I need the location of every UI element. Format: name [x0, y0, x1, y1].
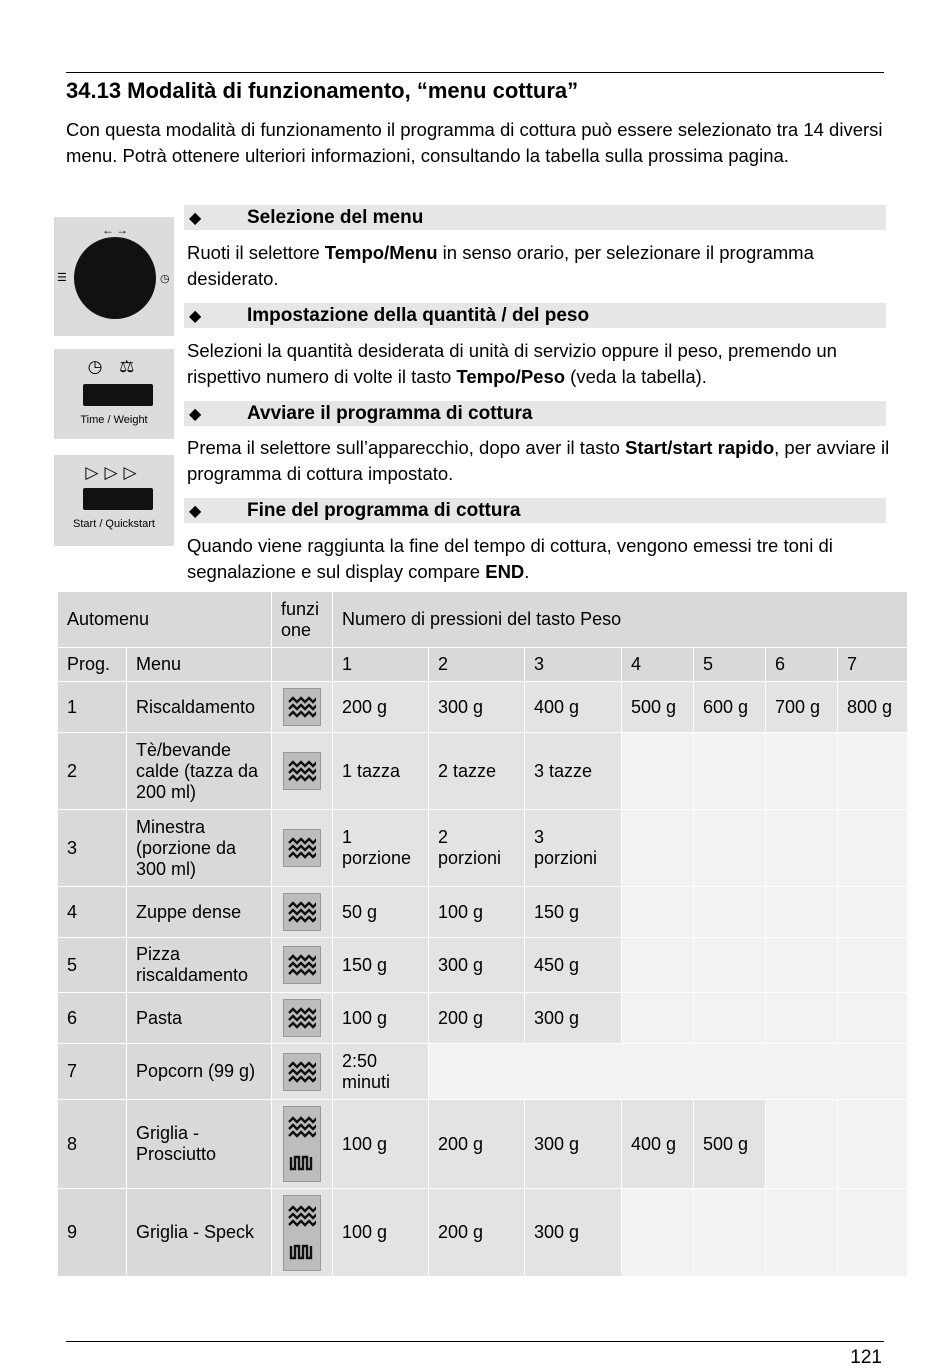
play-fast-forward-icons: ▷▷▷ [85, 463, 143, 482]
value-cell: 3 porzioni [525, 810, 622, 887]
microwave-icon [283, 752, 321, 790]
header-press-2: 2 [429, 648, 525, 682]
function-cell [272, 733, 333, 810]
top-rule [66, 72, 884, 73]
menu-name: Pasta [127, 993, 272, 1044]
value-cell: 200 g [429, 993, 525, 1044]
time-menu-knob [74, 237, 156, 319]
empty-cell [838, 1189, 908, 1277]
header-pressioni: Numero di pressioni del tasto Peso [333, 592, 908, 648]
table-row [58, 993, 908, 1044]
menu-name: Griglia - Speck [127, 1189, 272, 1277]
menu-knob-panel [54, 217, 174, 336]
value-cell: 150 g [333, 938, 429, 993]
value-cell: 2 tazze [429, 733, 525, 810]
subheading-end: ◆ Fine del programma di cottura [184, 498, 886, 523]
empty-cell [766, 1100, 838, 1189]
value-cell: 2 porzioni [429, 810, 525, 887]
table-header-row [58, 592, 908, 648]
value-cell: 100 g [333, 993, 429, 1044]
function-cell [272, 887, 333, 938]
header-press-1: 1 [333, 648, 429, 682]
table-row [58, 938, 908, 993]
empty-cell [694, 733, 766, 810]
value-cell: 500 g [622, 682, 694, 733]
table-subheader-row [58, 648, 908, 682]
clock-icon: ◷ [160, 273, 170, 285]
diamond-bullet-icon: ◆ [189, 210, 202, 227]
paragraph-menu-selection: Ruoti il selettore Tempo/Menu in senso orario, per selezionare il programma desiderato. [187, 242, 814, 289]
empty-cell [838, 993, 908, 1044]
microwave-grill-icon [283, 1106, 321, 1182]
paragraph-quantity: Selezioni la quantità desiderata di unità di servizio oppure il peso, premendo un rispettivo numero di volte il tasto Tempo/Peso (veda la tabella). [187, 340, 837, 387]
empty-cell [622, 887, 694, 938]
menu-name: Riscaldamento [127, 682, 272, 733]
bottom-rule [66, 1341, 884, 1342]
empty-cell [622, 733, 694, 810]
function-cell [272, 682, 333, 733]
value-cell: 300 g [429, 938, 525, 993]
start-panel [54, 455, 174, 546]
intro-paragraph: Con questa modalità di funzionamento il programma di cottura può essere selezionato tra 14 diversi menu. Potrà ottenere ulteriori informazioni, consultando la tabella sulla prossima pagina. [66, 119, 883, 166]
empty-cell [622, 993, 694, 1044]
prog-number: 9 [58, 1189, 127, 1277]
value-cell: 2:50 minuti [333, 1044, 429, 1100]
empty-cell [838, 733, 908, 810]
header-press-7: 7 [838, 648, 908, 682]
table-row [58, 1044, 908, 1100]
empty-cell [766, 733, 838, 810]
function-cell [272, 810, 333, 887]
value-cell: 300 g [525, 993, 622, 1044]
subheading-quantity: ◆ Impostazione della quantità / del peso [184, 303, 886, 328]
microwave-icon [283, 1053, 321, 1091]
empty-cell [766, 887, 838, 938]
value-cell: 300 g [525, 1100, 622, 1189]
empty-cell [622, 810, 694, 887]
paragraph-start: Prema il selettore sull’apparecchio, dopo aver il tasto Start/start rapido, per avviare il programma di cottura impostato. [187, 437, 890, 484]
prog-number: 8 [58, 1100, 127, 1189]
start-quickstart-button [83, 488, 153, 510]
function-cell [272, 1100, 333, 1189]
menu-name: Popcorn (99 g) [127, 1044, 272, 1100]
header-funzione: funzi one [272, 592, 333, 648]
prog-number: 4 [58, 887, 127, 938]
time-weight-button [83, 384, 153, 406]
value-cell: 200 g [333, 682, 429, 733]
subheading-start: ◆ Avviare il programma di cottura [184, 401, 886, 426]
value-cell: 400 g [525, 682, 622, 733]
value-cell: 1 porzione [333, 810, 429, 887]
paragraph-end: Quando viene raggiunta la fine del tempo di cottura, vengono emessi tre toni di segnalazione e sul display compare END. [187, 535, 833, 582]
header-automenu: Automenu [58, 592, 272, 648]
empty-cell [766, 810, 838, 887]
empty-cell [622, 938, 694, 993]
empty-cell [838, 887, 908, 938]
diamond-bullet-icon: ◆ [189, 406, 202, 423]
value-cell: 800 g [838, 682, 908, 733]
prog-number: 3 [58, 810, 127, 887]
section-heading: 34.13 Modalità di funzionamento, “menu cottura” [66, 78, 579, 103]
value-cell: 300 g [525, 1189, 622, 1277]
empty-cell [694, 810, 766, 887]
function-cell [272, 1044, 333, 1100]
time-weight-panel [54, 349, 174, 439]
value-cell: 100 g [333, 1100, 429, 1189]
empty-cell [838, 810, 908, 887]
clock-weight-icons: ◷ ⚖ [87, 357, 141, 376]
value-cell: 200 g [429, 1189, 525, 1277]
header-press-3: 3 [525, 648, 622, 682]
menu-list-icon: ☰ [57, 272, 67, 284]
table-row [58, 810, 908, 887]
empty-cell [694, 938, 766, 993]
subheading-menu-selection: ◆ Selezione del menu [184, 205, 886, 230]
empty-cell [838, 1100, 908, 1189]
header-press-4: 4 [622, 648, 694, 682]
microwave-icon [283, 946, 321, 984]
menu-name: Minestra (porzione da 300 ml) [127, 810, 272, 887]
microwave-icon [283, 829, 321, 867]
empty-cell [694, 887, 766, 938]
table-row [58, 1100, 908, 1189]
diamond-bullet-icon: ◆ [189, 308, 202, 325]
table-row [58, 733, 908, 810]
header-menu: Menu [127, 648, 272, 682]
header-blank [272, 648, 333, 682]
table-row [58, 1189, 908, 1277]
menu-name: Griglia - Prosciutto [127, 1100, 272, 1189]
value-cell: 300 g [429, 682, 525, 733]
value-cell: 450 g [525, 938, 622, 993]
value-cell: 3 tazze [525, 733, 622, 810]
table-row [58, 887, 908, 938]
microwave-grill-icon [283, 1195, 321, 1271]
function-cell [272, 993, 333, 1044]
table-row [58, 682, 908, 733]
microwave-icon [283, 688, 321, 726]
time-weight-caption: Time / Weight [80, 414, 148, 426]
microwave-icon [283, 893, 321, 931]
diamond-bullet-icon: ◆ [189, 503, 202, 520]
prog-number: 2 [58, 733, 127, 810]
value-cell: 600 g [694, 682, 766, 733]
value-cell: 100 g [333, 1189, 429, 1277]
value-cell: 50 g [333, 887, 429, 938]
prog-number: 5 [58, 938, 127, 993]
prog-number: 1 [58, 682, 127, 733]
page-number: 121 [850, 1347, 882, 1368]
automenu-table [57, 591, 908, 1277]
value-cell: 100 g [429, 887, 525, 938]
empty-cell [429, 1044, 908, 1100]
menu-name: Zuppe dense [127, 887, 272, 938]
empty-cell [694, 993, 766, 1044]
empty-cell [838, 938, 908, 993]
empty-cell [622, 1189, 694, 1277]
prog-number: 7 [58, 1044, 127, 1100]
microwave-icon [283, 999, 321, 1037]
value-cell: 150 g [525, 887, 622, 938]
value-cell: 700 g [766, 682, 838, 733]
function-cell [272, 1189, 333, 1277]
empty-cell [766, 993, 838, 1044]
empty-cell [766, 938, 838, 993]
menu-name: Tè/bevande calde (tazza da 200 ml) [127, 733, 272, 810]
empty-cell [766, 1189, 838, 1277]
start-caption: Start / Quickstart [73, 518, 155, 530]
menu-name: Pizza riscaldamento [127, 938, 272, 993]
empty-cell [694, 1189, 766, 1277]
value-cell: 500 g [694, 1100, 766, 1189]
value-cell: 200 g [429, 1100, 525, 1189]
header-prog: Prog. [58, 648, 127, 682]
value-cell: 400 g [622, 1100, 694, 1189]
value-cell: 1 tazza [333, 733, 429, 810]
header-press-5: 5 [694, 648, 766, 682]
rotate-arrows-icon: ←→ [102, 223, 130, 237]
function-cell [272, 938, 333, 993]
header-press-6: 6 [766, 648, 838, 682]
prog-number: 6 [58, 993, 127, 1044]
